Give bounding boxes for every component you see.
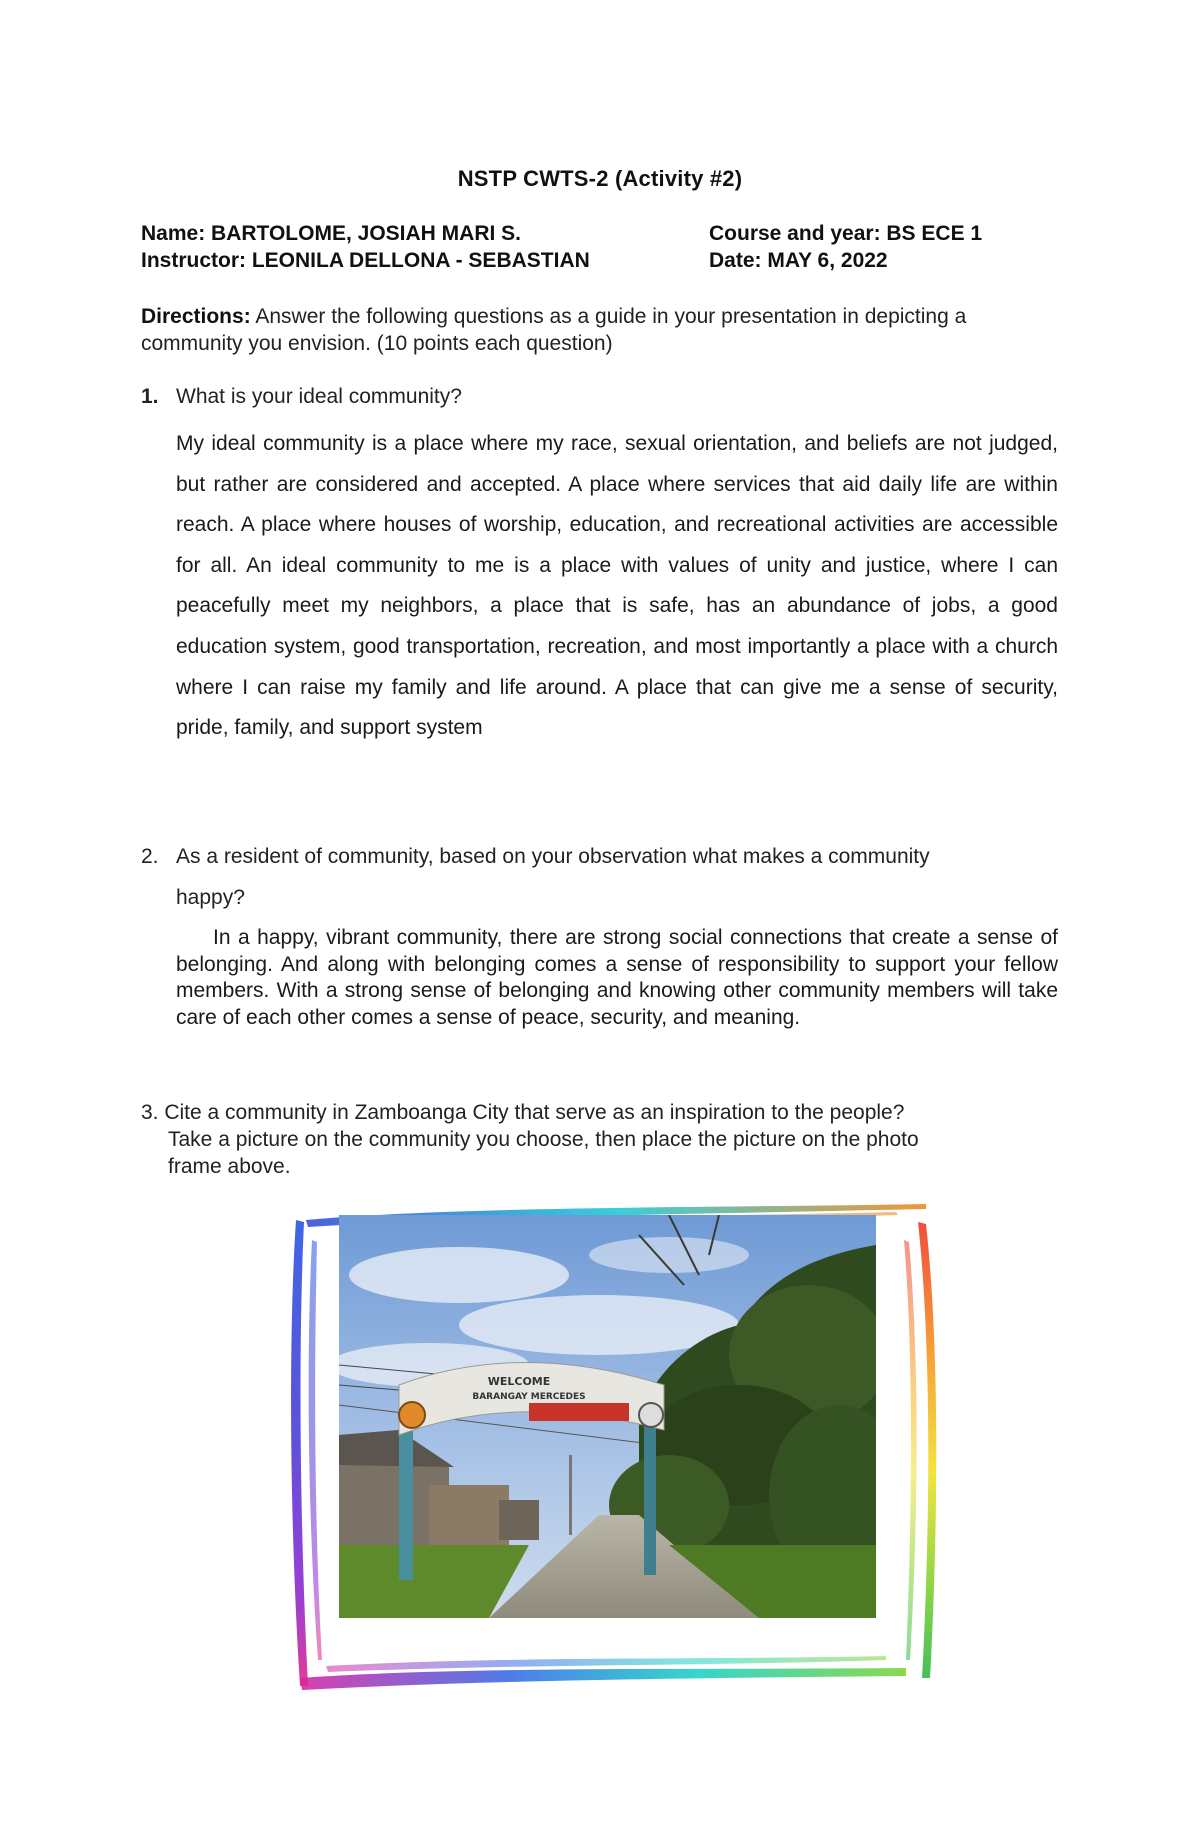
course-and-year: Course and year: BS ECE 1	[709, 222, 983, 245]
question-2-line2: happy?	[176, 886, 245, 909]
question-1-number: 1.	[141, 385, 159, 408]
question-2	[141, 845, 930, 869]
question-3-line3: frame above.	[168, 1155, 291, 1178]
answer-2: In a happy, vibrant community, there are strong social connections that create a sense of belonging. And along with belonging comes a sense of responsibility to support your fellow members. With a strong sense of belonging and knowing other community members will take care of each other comes a sense of peace, security, and meaning.	[176, 926, 1058, 1029]
directions-label: Directions:	[141, 305, 251, 328]
question-3-line1: 3. Cite a community in Zamboanga City that serve as an inspiration to the people?	[141, 1101, 905, 1124]
student-name: Name: BARTOLOME, JOSIAH MARI S.	[141, 222, 521, 245]
question-2-number: 2.	[141, 845, 159, 868]
instructor-name: Instructor: LEONILA DELLONA - SEBASTIAN	[141, 249, 590, 272]
document-title: NSTP CWTS-2 (Activity #2)	[457, 166, 743, 191]
question-3	[141, 1099, 1061, 1180]
directions-text: Answer the following questions as a guide in your presentation in depicting a community you envision. (10 points each question)	[141, 305, 967, 355]
arch-welcome-text: WELCOME	[487, 1375, 551, 1388]
date: Date: MAY 6, 2022	[709, 249, 888, 272]
question-1-text: What is your ideal community?	[176, 385, 462, 408]
community-photo	[339, 1215, 876, 1618]
question-3-line2: Take a picture on the community you choose, then place the picture on the photo	[168, 1128, 919, 1151]
answer-1: My ideal community is a place where my race, sexual orientation, and beliefs are not judged, but rather are considered and accepted. A place where services that aid daily life are within reach. A place where houses of worship, education, and recreational activities are accessible for all. An ideal community to me is a place with values of unity and justice, where I can peacefully meet my neighbors, a place that is safe, has an abundance of jobs, a good education system, good transportation, recreation, and most importantly a place with a church where I can raise my family and life around. A place that can give me a sense of security, pride, family, and support system	[176, 432, 1058, 740]
question-1	[141, 385, 462, 409]
question-2-text-line1: As a resident of community, based on your observation what makes a community	[176, 845, 930, 868]
directions	[141, 303, 1061, 357]
photo-scene	[339, 1215, 876, 1618]
arch-barangay-text: BARANGAY MERCEDES	[472, 1392, 586, 1402]
